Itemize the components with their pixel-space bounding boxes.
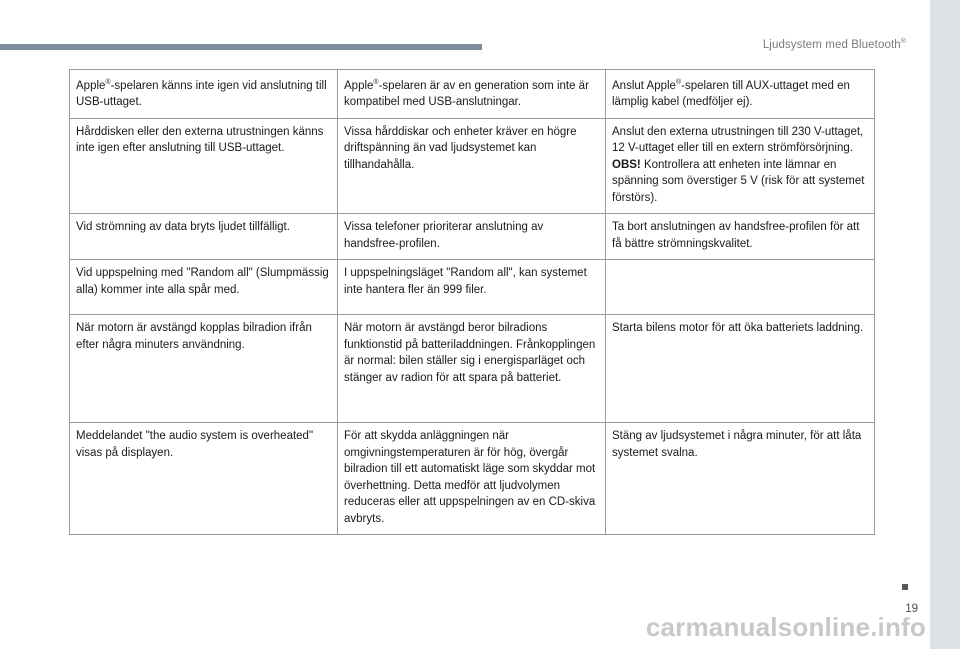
table-row [70,70,875,119]
problem-cell: Meddelandet "the audio system is overheated" visas på displayen. [70,423,338,535]
cause-cell: När motorn är avstängd beror bilradions funktionstid på batteriladdningen. Frånkopplingen är normal: bilen ställer sig i energisparläget och stänger av radion för att spara på batteriet. [338,315,606,423]
troubleshooting-table [69,69,875,535]
problem-cell: Vid strömning av data bryts ljudet tillfälligt. [70,214,338,260]
page-title-sup: ® [900,38,906,45]
problem-cell: Apple®-spelaren känns inte igen vid anslutning till USB-uttaget. [70,70,338,119]
cause-cell: I uppspelningsläget "Random all", kan systemet inte hantera fler än 999 filer. [338,260,606,315]
page-marker-dot [902,584,908,590]
problem-cell: När motorn är avstängd kopplas bilradion ifrån efter några minuters användning. [70,315,338,423]
page-number: 19 [905,603,918,615]
solution-cell: Anslut den externa utrustningen till 230 V-uttaget, 12 V-uttaget eller till en extern strömförsörjning. OBS! Kontrollera att enheten inte lämnar en spänning som överstiger 5 V (risk för att systemet förstörs). [606,118,875,214]
table-row [70,315,875,423]
cause-cell: Vissa hårddiskar och enheter kräver en högre driftspänning än vad ljudsystemet kan tillhandahålla. [338,118,606,214]
solution-cell: Ta bort anslutningen av handsfree-profilen för att få bättre strömningskvalitet. [606,214,875,260]
table-row [70,260,875,315]
solution-cell: Stäng av ljudsystemet i några minuter, för att låta systemet svalna. [606,423,875,535]
watermark: carmanualsonline.info [645,612,926,642]
table-row [70,118,875,214]
cause-cell: Apple®-spelaren är av en generation som inte är kompatibel med USB-anslutningar. [338,70,606,119]
page-title-text: Ljudsystem med Bluetooth [762,38,901,51]
cause-cell: För att skydda anläggningen när omgivningstemperaturen är för hög, övergår bilradion till ett automatiskt läge som skyddar mot överhettning. Detta medför att ljudvolymen reduceras eller att uppspelningen av en CD-skiva avbryts. [338,423,606,535]
solution-cell: Starta bilens motor för att öka batteriets laddning. [606,315,875,423]
table-row [70,214,875,260]
table-row [70,423,875,535]
header-accent-bar [0,44,482,50]
problem-cell: Vid uppspelning med "Random all" (Slumpmässig alla) kommer inte alla spår med. [70,260,338,315]
page-side-strip [930,0,960,649]
solution-cell [606,260,875,315]
page-title [763,38,906,51]
solution-cell: Anslut Apple®-spelaren till AUX-uttaget med en lämplig kabel (medföljer ej). [606,70,875,119]
problem-cell: Hårddisken eller den externa utrustningen känns inte igen efter anslutning till USB-uttaget. [70,118,338,214]
cause-cell: Vissa telefoner prioriterar anslutning av handsfree-profilen. [338,214,606,260]
